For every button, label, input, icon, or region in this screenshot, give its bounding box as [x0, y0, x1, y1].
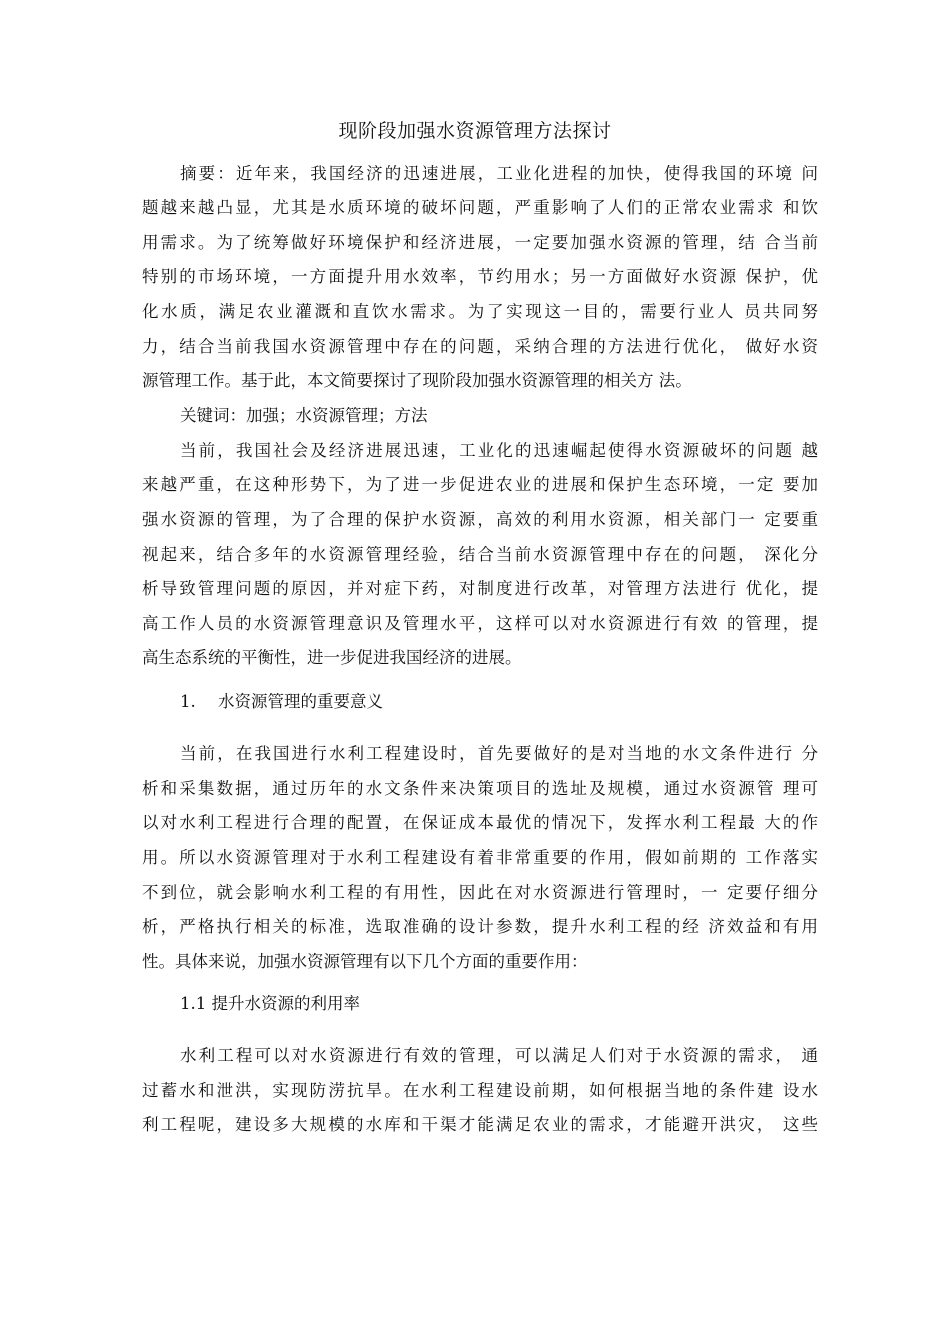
intro-line: 来越严重，在这种形势下，为了进一步促进农业的进展和保护生态环境，一定 要加: [142, 475, 818, 494]
section-number: 1.: [180, 692, 196, 711]
abstract-line: 源管理工作。基于此，本文简要探讨了现阶段加强水资源管理的相关方 法。: [142, 371, 692, 390]
subsection-title: 1.1 提升水资源的利用率: [180, 994, 360, 1013]
abstract-line: 特别的市场环境，一方面提升用水效率，节约用水；另一方面做好水资源 保护，优: [142, 267, 818, 286]
intro-line: 当前，我国社会及经济进展迅速，工业化的迅速崛起使得水资源破坏的问题 越: [180, 441, 818, 460]
abstract-line: 题越来越凸显，尤其是水质环境的破坏问题，严重影响了人们的正常农业需求 和饮: [142, 198, 818, 217]
keywords: 关键词：加强；水资源管理；方法: [180, 406, 428, 425]
section1-line: 以对水利工程进行合理的配置，在保证成本最优的情况下，发挥水利工程最 大的作: [142, 813, 818, 832]
intro-line: 强水资源的管理，为了合理的保护水资源，高效的利用水资源，相关部门一 定要重: [142, 510, 818, 529]
section1-line: 析，严格执行相关的标准，选取准确的设计参数，提升水利工程的经 济效益和有用: [142, 917, 818, 936]
intro-line: 析导致管理问题的原因，并对症下药，对制度进行改革，对管理方法进行 优化，提: [142, 579, 818, 598]
abstract-line: 用需求。为了统筹做好环境保护和经济进展，一定要加强水资源的管理，结 合当前: [142, 233, 818, 252]
intro-line: 高生态系统的平衡性，进一步促进我国经济的进展。: [142, 648, 522, 667]
document-title: 现阶段加强水资源管理方法探讨: [338, 120, 612, 142]
section1-1-line: 利工程呢，建设多大规模的水库和干渠才能满足农业的需求，才能避开洪灾， 这些: [142, 1115, 818, 1134]
section1-1-line: 水利工程可以对水资源进行有效的管理，可以满足人们对于水资源的需求， 通: [180, 1046, 818, 1065]
section1-line: 当前，在我国进行水利工程建设时，首先要做好的是对当地的水文条件进行 分: [180, 744, 818, 763]
section1-line: 析和采集数据，通过历年的水文条件来决策项目的选址及规模，通过水资源管 理可: [142, 779, 818, 798]
intro-line: 高工作人员的水资源管理意识及管理水平，这样可以对水资源进行有效 的管理，提: [142, 614, 818, 633]
intro-line: 视起来，结合多年的水资源管理经验，结合当前水资源管理中存在的问题， 深化分: [142, 545, 818, 564]
section1-line: 不到位，就会影响水利工程的有用性，因此在对水资源进行管理时，一 定要仔细分: [142, 883, 818, 902]
section1-1-line: 过蓄水和泄洪，实现防涝抗旱。在水利工程建设前期，如何根据当地的条件建 设水: [142, 1081, 818, 1100]
abstract-line: 摘要：近年来，我国经济的迅速进展，工业化进程的加快，使得我国的环境 问: [180, 164, 818, 183]
section1-line: 性。具体来说，加强水资源管理有以下几个方面的重要作用：: [142, 952, 588, 971]
section1-line: 用。所以水资源管理对于水利工程建设有着非常重要的作用，假如前期的 工作落实: [142, 848, 818, 867]
section-title: 水资源管理的重要意义: [218, 692, 383, 711]
abstract-line: 力，结合当前我国水资源管理中存在的问题，采纳合理的方法进行优化， 做好水资: [142, 337, 818, 356]
abstract-line: 化水质，满足农业灌溉和直饮水需求。为了实现这一目的，需要行业人 员共同努: [142, 302, 818, 321]
